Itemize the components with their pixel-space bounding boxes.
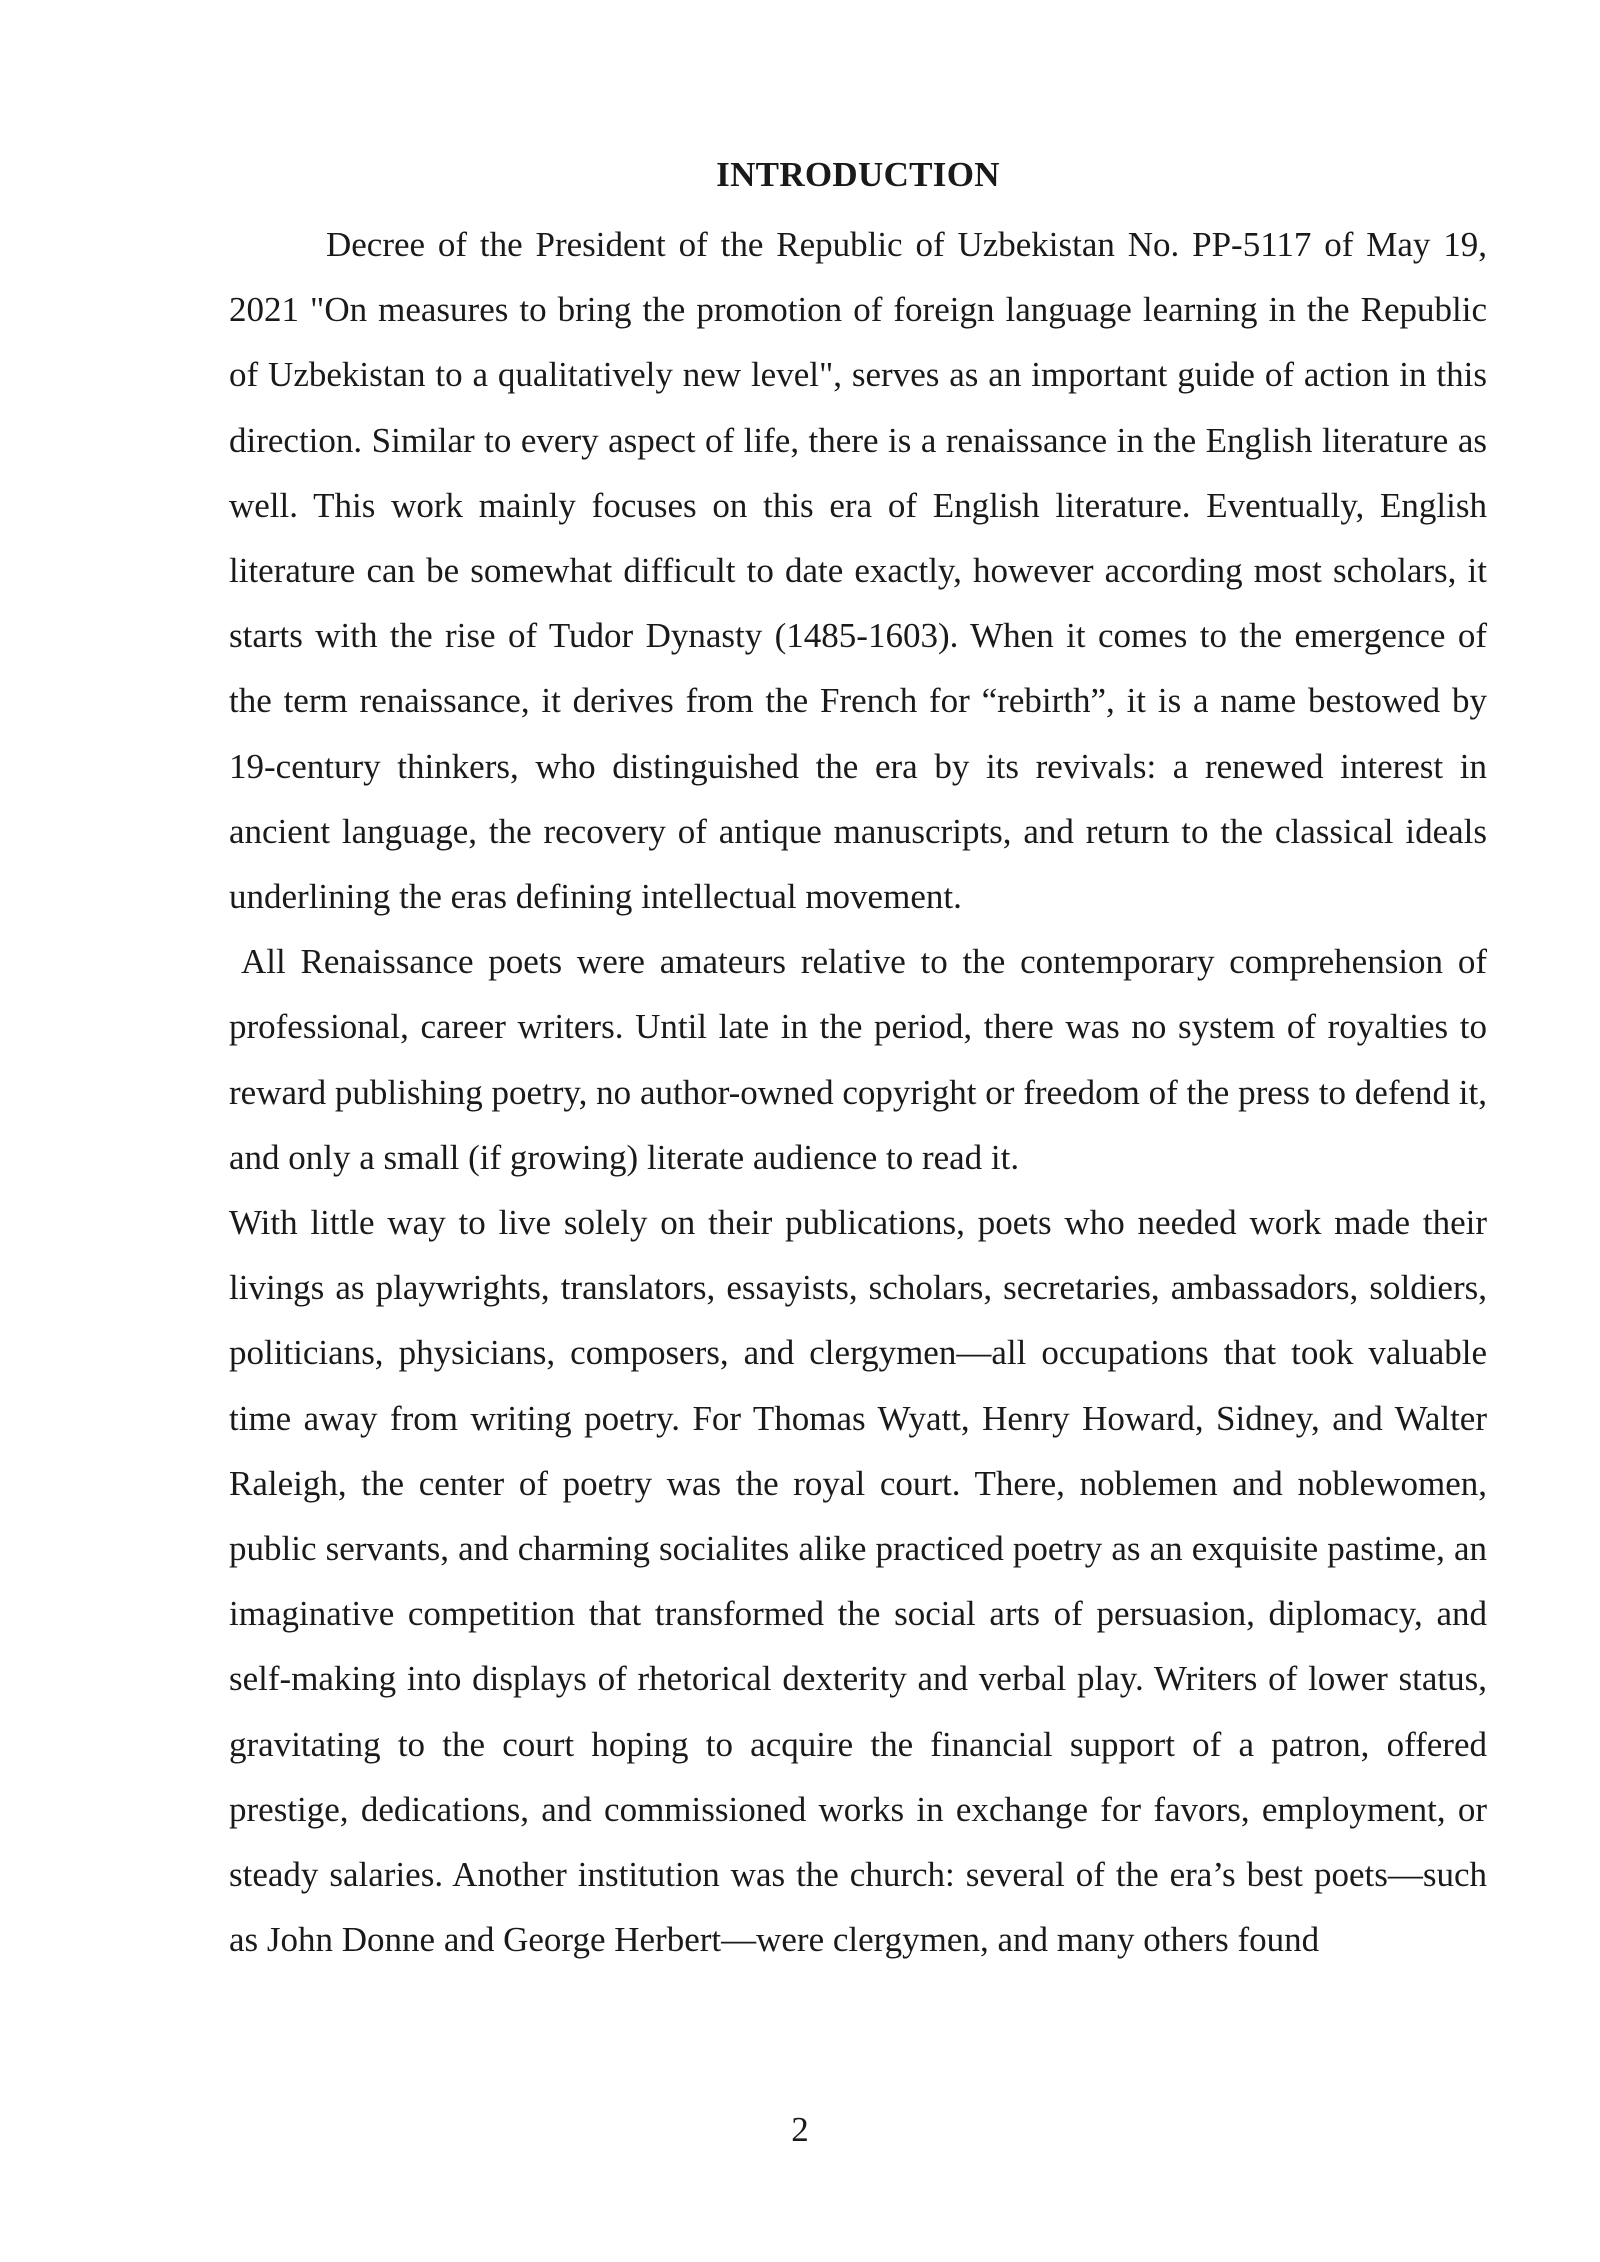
- page-number: 2: [791, 2110, 809, 2149]
- section-title: INTRODUCTION: [716, 155, 1000, 194]
- page-content: [229, 150, 1487, 1972]
- paragraph-decree: Decree of the President of the Republic of Uzbekistan No. PP-5117 of May 19, 2021 "On measures to bring the promotion of foreign language learning in the Republic of Uzbekistan to a qualitatively new level", serves as an important guide of action in this direction. Similar to every aspect of life, there is a renaissance in the English literature as well. This work mainly focuses on this era of English literature. Eventually, English literature can be somewhat difficult to date exactly, however according most scholars, it starts with the rise of Tudor Dynasty (1485-1603). When it comes to the emergence of the term renaissance, it derives from the French for “rebirth”, it is a name bestowed by 19-century thinkers, who distinguished the era by its revivals: a renewed interest in ancient language, the recovery of antique manuscripts, and return to the classical ideals underlining the eras defining intellectual movement.: [229, 225, 1487, 917]
- paragraph-renaissance-poets: All Renaissance poets were amateurs relative to the contemporary comprehension of professional, career writers. Until late in the period, there was no system of royalties to reward publishing poetry, no author-owned copyright or freedom of the press to defend it, and only a small (if growing) literate audience to read it.: [229, 942, 1487, 1177]
- paragraph-poets-livings: With little way to live solely on their publications, poets who needed work made their livings as playwrights, translators, essayists, scholars, secretaries, ambassadors, soldiers, politicians, physicians, composers, and clergymen—all occupations that took valuable time away from writing poetry. For Thomas Wyatt, Henry Howard, Sidney, and Walter Raleigh, the center of poetry was the royal court. There, noblemen and noblewomen, public servants, and charming socialites alike practiced poetry as an exquisite pastime, an imaginative competition that transformed the social arts of persuasion, diplomacy, and self-making into displays of rhetorical dexterity and verbal play. Writers of lower status, gravitating to the court hoping to acquire the financial support of a patron, offered prestige, dedications, and commissioned works in exchange for favors, employment, or steady salaries. Another institution was the church: several of the era’s best poets—such as John Donne and George Herbert—were clergymen, and many others found: [229, 1203, 1487, 1960]
